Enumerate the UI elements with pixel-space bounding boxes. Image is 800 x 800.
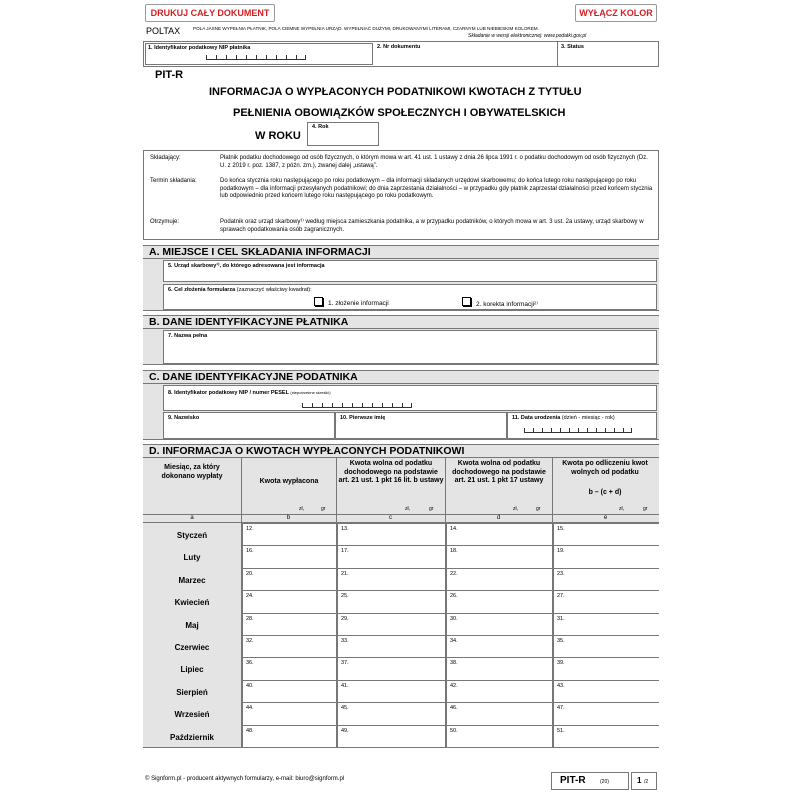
year-field[interactable] — [307, 122, 379, 146]
section-d-header: D. INFORMACJA O KWOTACH WYPŁACONYCH PODATNIKOWI — [143, 444, 659, 458]
month-label: Maj — [185, 620, 199, 630]
surname-field[interactable] — [163, 412, 335, 439]
field-number: 42. — [450, 682, 458, 689]
unit-zl-b: zł, — [299, 506, 304, 512]
unit-zl-e: zł, — [619, 506, 624, 512]
amount-cell[interactable] — [242, 545, 336, 567]
form-title-line-1: INFORMACJA O WYPŁACONYCH PODATNIKOWI KWOTACH Z TYTUŁU — [209, 86, 582, 98]
footer-credit: © Signform.pl - producent aktywnych formularzy, e-mail: biuro@signform.pl — [145, 776, 345, 782]
amount-cell[interactable] — [553, 613, 659, 635]
month-label: Czerwiec — [174, 643, 210, 652]
footer-form-code: PIT-R — [560, 775, 586, 786]
amount-cell[interactable] — [242, 590, 336, 612]
amount-cell[interactable] — [446, 725, 552, 747]
footer-form-id — [551, 772, 629, 790]
amounts-table — [143, 458, 659, 748]
amount-cell[interactable] — [242, 725, 336, 747]
amount-cell[interactable] — [337, 657, 445, 679]
amount-cell[interactable] — [242, 613, 336, 635]
taxpayer-id-hint: (niepotrzebne skreślić) — [290, 390, 331, 395]
field-number: 31. — [557, 615, 565, 622]
field-number: 12. — [246, 526, 254, 532]
month-label: Lipiec — [180, 665, 204, 675]
field-number: 28. — [246, 615, 254, 622]
payer-name-field[interactable] — [163, 330, 657, 364]
field-number: 40. — [246, 682, 254, 689]
field-number: 30. — [450, 615, 458, 622]
option-submit-checkbox[interactable] — [314, 297, 323, 306]
month-label: Luty — [183, 553, 201, 563]
field-number: 32. — [246, 638, 254, 644]
field-number: 41. — [341, 682, 349, 689]
amount-cell[interactable] — [553, 702, 659, 724]
field-number: 16. — [246, 548, 254, 555]
field-number: 23. — [557, 570, 565, 577]
field-number: 27. — [557, 593, 565, 600]
month-label: Kwiecień — [174, 598, 210, 608]
col-exempt-17-header: Kwota wolna od podatku dochodowego na podstawie art. 21 ust. 1 pkt 17 ustawy — [452, 460, 546, 484]
unit-zl-d: zł, — [513, 506, 518, 512]
amount-cell[interactable] — [337, 702, 445, 724]
year-field-label: 4. Rok — [312, 124, 329, 130]
field-number: 19. — [557, 548, 565, 555]
form-purpose-field — [163, 284, 657, 310]
amount-cell[interactable] — [337, 725, 445, 747]
col-letter-a: a — [190, 515, 194, 521]
amount-cell[interactable] — [446, 680, 552, 702]
amount-cell[interactable] — [553, 545, 659, 567]
field-number: 14. — [450, 526, 458, 532]
col-month-header: Miesiąc, za który dokonano wypłaty — [161, 464, 223, 480]
document-number-label: 2. Nr dokumentu — [377, 44, 421, 50]
amount-cell[interactable] — [553, 590, 659, 612]
amount-cell[interactable] — [337, 590, 445, 612]
amount-cell[interactable] — [446, 657, 552, 679]
field-number: 38. — [450, 660, 458, 667]
amount-cell[interactable] — [446, 635, 552, 657]
field-number: 13. — [341, 526, 349, 532]
field-number: 18. — [450, 548, 458, 555]
field-number: 17. — [341, 548, 349, 555]
status-label: 3. Status — [561, 44, 584, 50]
unit-gr-e: gr — [643, 506, 648, 512]
info-block — [143, 150, 659, 240]
footer-page — [631, 772, 657, 790]
field-number: 25. — [341, 593, 349, 600]
field-number: 45. — [341, 705, 349, 712]
amount-cell[interactable] — [446, 545, 552, 567]
amount-cell[interactable] — [242, 680, 336, 702]
nip-tick-marks — [206, 56, 306, 60]
birth-date-hint: (dzień - miesiąc - rok) — [561, 415, 615, 421]
amount-cell[interactable] — [337, 545, 445, 567]
field-number: 22. — [450, 570, 458, 577]
taxpayer-id-label — [168, 390, 331, 396]
field-number: 24. — [246, 593, 254, 600]
year-label: W ROKU — [255, 130, 301, 142]
field-number: 49. — [341, 727, 349, 734]
deadline-value: Do końca stycznia roku następującego po roku podatkowym – dla informacji składanych urzędowi skarbowemu; do końca lutego roku następującego po roku podatkowym – dla informacji przesyłanych podatnikowi; do dnia zaprzestania działalności – w przypadku gdy płatnik zaprzestał działalności przed końcem stycznia lub odpowiednio przed końcem lutego roku następującego po roku podatkowym. — [220, 178, 653, 199]
form-purpose-hint: (zaznaczyć właściwy kwadrat): — [236, 287, 312, 293]
col-letter-c: c — [389, 515, 392, 521]
form-page — [143, 0, 659, 800]
month-label: Marzec — [178, 575, 206, 585]
field-number: 29. — [341, 615, 349, 622]
brand-label: POLTAX — [146, 26, 181, 36]
amount-cell[interactable] — [446, 702, 552, 724]
amount-cell[interactable] — [553, 635, 659, 657]
amount-cell[interactable] — [337, 523, 445, 545]
birth-date-label — [512, 415, 615, 421]
col-exempt-16b-header: Kwota wolna od podatku dochodowego na podstawie art. 21 ust. 1 pkt 16 lit. b ustawy — [338, 460, 444, 484]
amount-cell[interactable] — [446, 523, 552, 545]
amount-cell[interactable] — [242, 523, 336, 545]
birth-date-field[interactable] — [507, 412, 657, 439]
birth-date-title: 11. Data urodzenia — [512, 415, 561, 421]
form-title-line-2: PEŁNIENIA OBOWIĄZKÓW SPOŁECZNYCH I OBYWATELSKICH — [233, 107, 566, 119]
field-number: 46. — [450, 705, 458, 712]
footer-page-number: 1 — [637, 776, 642, 785]
section-b-header: B. DANE IDENTYFIKACYJNE PŁATNIKA — [143, 315, 659, 329]
amount-cell[interactable] — [242, 657, 336, 679]
taxpayer-id-field[interactable] — [163, 385, 657, 411]
unit-zl-c: zł, — [405, 506, 410, 512]
print-all-button[interactable]: DRUKUJ CAŁY DOKUMENT — [145, 4, 275, 22]
tax-office-field[interactable] — [163, 260, 657, 282]
amount-cell[interactable] — [242, 568, 336, 590]
amount-cell[interactable] — [553, 568, 659, 590]
month-label: Wrzesień — [174, 710, 210, 720]
month-label: Styczeń — [176, 531, 208, 540]
surname-label: 9. Nazwisko — [168, 415, 200, 421]
electronic-filing-note: Składanie w wersji elektronicznej: www.podatki.gov.pl — [468, 33, 587, 39]
month-label: Październik — [169, 732, 214, 742]
field-number: 21. — [341, 570, 349, 577]
field-number: 50. — [450, 727, 458, 734]
footer-version: (20) — [600, 779, 609, 785]
field-number: 39. — [557, 660, 565, 667]
col-net-header: Kwota po odliczeniu kwot wolnych od podatku — [562, 460, 648, 476]
amount-cell[interactable] — [242, 635, 336, 657]
turn-off-color-button[interactable]: WYŁĄCZ KOLOR — [575, 4, 657, 22]
field-number: 34. — [450, 638, 458, 644]
amount-cell[interactable] — [446, 613, 552, 635]
col-letter-e: e — [603, 515, 608, 521]
footer-page-total: /2 — [644, 779, 649, 785]
first-name-field[interactable] — [335, 412, 507, 439]
fill-instruction: POLA JASNE WYPEŁNIA PŁATNIK, POLA CIEMNE WYPEŁNIA URZĄD. WYPEŁNIAĆ DUŻYMI, DRUKOWANYMI LITERAMI, CZARNYM LUB NIEBIESKIM KOLOREM. — [193, 26, 539, 31]
payer-nip-field[interactable] — [145, 43, 373, 65]
unit-gr-d: gr — [536, 506, 541, 512]
birth-date-tick-marks — [524, 429, 632, 433]
month-label: Sierpień — [176, 687, 208, 697]
amount-cell[interactable] — [446, 568, 552, 590]
amount-cell[interactable] — [337, 613, 445, 635]
option-correction-label: 2. korekta informacji²⁾ — [476, 301, 538, 308]
amount-cell[interactable] — [553, 657, 659, 679]
form-purpose-label — [168, 287, 312, 293]
deadline-key: Termin składania: — [150, 178, 197, 184]
taxpayer-id-title: 8. Identyfikator podatkowy NIP / numer PESEL — [168, 390, 289, 396]
payer-name-label: 7. Nazwa pełna — [168, 333, 208, 339]
amount-cell[interactable] — [337, 680, 445, 702]
option-submit-label: 1. złożenie informacji — [328, 300, 389, 307]
recipient-value: Podatnik oraz urząd skarbowy¹⁾ według miejsca zamieszkania podatnika, a w przypadku podatników, o których mowa w art. 3 ust. 2a ustawy, urząd skarbowy w sprawach opodatkowania osób zagranicznych. — [220, 219, 644, 233]
field-number: 26. — [450, 593, 458, 600]
col-letter-d: d — [496, 515, 501, 521]
amount-cell[interactable] — [446, 590, 552, 612]
amount-cell[interactable] — [553, 680, 659, 702]
field-number: 51. — [557, 727, 565, 734]
field-number: 48. — [246, 727, 254, 734]
submitter-key: Składający: — [150, 155, 181, 161]
section-a-header: A. MIEJSCE I CEL SKŁADANIA INFORMACJI — [143, 245, 659, 259]
field-number: 36. — [246, 660, 254, 667]
col-letter-b: b — [286, 515, 291, 521]
unit-gr-b: gr — [321, 506, 326, 512]
field-number: 44. — [246, 705, 254, 712]
taxpayer-id-tick-marks — [302, 404, 412, 408]
field-number: 35. — [557, 638, 565, 644]
field-number: 33. — [341, 638, 349, 644]
payer-nip-label: 1. Identyfikator podatkowy NIP płatnika — [148, 45, 251, 51]
amount-cell[interactable] — [553, 523, 659, 545]
amount-cell[interactable] — [337, 568, 445, 590]
first-name-label: 10. Pierwsze imię — [340, 415, 386, 421]
tax-office-label: 5. Urząd skarbowy¹⁾, do którego adresowana jest informacja — [168, 263, 325, 269]
field-number: 15. — [557, 526, 565, 532]
amount-cell[interactable] — [242, 702, 336, 724]
col-net-formula: b – (c + d) — [588, 489, 622, 496]
field-number: 47. — [557, 705, 565, 712]
amount-cell[interactable] — [553, 725, 659, 747]
field-number: 20. — [246, 570, 254, 577]
form-purpose-title: 6. Cel złożenia formularza — [168, 287, 236, 293]
field-number: 37. — [341, 660, 349, 667]
field-number: 43. — [557, 682, 565, 689]
col-paid-header: Kwota wypłacona — [259, 478, 319, 485]
option-correction-checkbox[interactable] — [462, 297, 471, 306]
amount-cell[interactable] — [337, 635, 445, 657]
unit-gr-c: gr — [429, 506, 434, 512]
submitter-value: Płatnik podatku dochodowego od osób fizycznych, o którym mowa w art. 41 ust. 1 ustawy z dnia 26 lipca 1991 r. o podatku dochodowym od osób fizycznych (Dz. U. z 2019 r. poz. 1387, z późn. zm.), zwanej dalej „ustawą”. — [220, 155, 648, 169]
section-c-header: C. DANE IDENTYFIKACYJNE PODATNIKA — [143, 370, 659, 384]
recipient-key: Otrzymuje: — [150, 219, 180, 225]
form-code: PIT-R — [155, 69, 184, 81]
